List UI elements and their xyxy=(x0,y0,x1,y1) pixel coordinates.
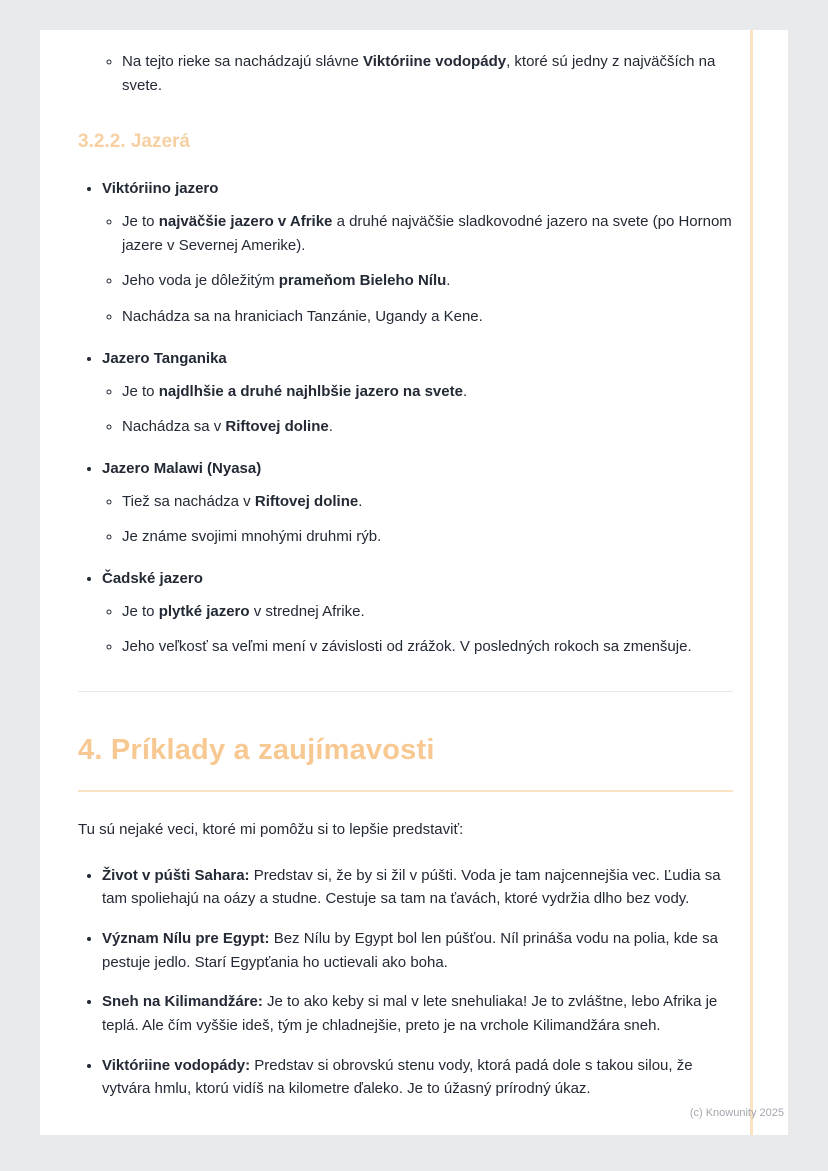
list-item-text: Význam Nílu pre Egypt: Bez Nílu by Egypt bol len púšťou. Níl prináša vodu na polia, kde sa pestuje jedlo. Starí Egypťania ho uctievali ako boha. xyxy=(102,929,718,971)
list-item xyxy=(122,415,733,439)
list-item xyxy=(122,210,733,257)
list-item xyxy=(102,457,733,549)
list-item-text: Je to najväčšie jazero v Afrike a druhé najväčšie sladkovodné jazero na svete (po Hornom jazere v Severnej Amerike). xyxy=(122,213,732,254)
footer-copyright: (c) Knowunity 2025 xyxy=(689,1107,784,1119)
section-heading-jazera: 3.2.2. Jazerá xyxy=(78,131,190,153)
list-item-text: Je to najdlhšie a druhé najhlbšie jazero na svete. xyxy=(122,382,468,400)
section-heading-priklady: 4. Príklady a zaujímavosti xyxy=(78,728,733,792)
intro-paragraph: Tu sú nejaké veci, ktoré mi pomôžu si to lepšie predstaviť: xyxy=(78,820,464,838)
list-item xyxy=(122,269,733,293)
list-item xyxy=(122,50,733,97)
lakes-list xyxy=(78,177,733,659)
lake-item-title: Jazero Malawi (Nyasa) xyxy=(102,459,262,477)
list-item-text: Nachádza sa na hraniciach Tanzánie, Ugandy a Kene. xyxy=(122,308,483,326)
lake-item-title: Čadské jazero xyxy=(102,569,203,587)
continuation-list xyxy=(78,50,733,97)
list-item xyxy=(122,380,733,404)
list-item-text: Na tejto rieke sa nachádzajú slávne Viktóriine vodopády, ktoré sú jedny z najväčších na svete. xyxy=(122,53,716,94)
lake-sub-list xyxy=(102,210,733,329)
list-item xyxy=(102,1054,733,1101)
list-item xyxy=(102,567,733,659)
document-page xyxy=(40,30,788,1135)
list-item xyxy=(122,490,733,514)
list-item-text: Je známe svojimi mnohými druhmi rýb. xyxy=(122,528,382,546)
list-item-text: Sneh na Kilimandžáre: Je to ako keby si mal v lete snehuliaka! Je to zvláštne, lebo Afrika je teplá. Ale čím vyššie ideš, tým je chladnejšie, preto je na vrchole Kilimandžára sneh. xyxy=(102,993,718,1034)
list-item-text: Tiež sa nachádza v Riftovej doline. xyxy=(122,492,363,510)
list-item xyxy=(102,927,733,974)
list-item-text: Jeho veľkosť sa veľmi mení v závislosti od zrážok. V posledných rokoch sa zmenšuje. xyxy=(122,638,692,656)
lake-sub-list xyxy=(102,380,733,439)
list-item xyxy=(122,305,733,329)
list-item xyxy=(122,525,733,549)
lake-item-title: Viktóriino jazero xyxy=(102,180,219,198)
list-item xyxy=(102,347,733,439)
lake-sub-list xyxy=(102,490,733,549)
list-item-text: Jeho voda je dôležitým prameňom Bieleho Nílu. xyxy=(122,272,451,290)
list-item-text: Viktóriine vodopády: Predstav si obrovskú stenu vody, ktorá padá dole s takou silou, že vytvára hmlu, ktorú vidíš na kilometre ďaleko. Je to úžasný prírodný úkaz. xyxy=(102,1056,693,1098)
lake-item-title: Jazero Tanganika xyxy=(102,349,227,367)
list-item xyxy=(102,990,733,1037)
list-item xyxy=(102,177,733,328)
document-content xyxy=(40,30,788,1101)
list-item xyxy=(122,635,733,659)
lake-sub-list xyxy=(102,600,733,659)
list-item-text: Je to plytké jazero v strednej Afrike. xyxy=(122,602,365,620)
list-item xyxy=(102,864,733,911)
list-item-text: Život v púšti Sahara: Predstav si, že by si žil v púšti. Voda je tam najcennejšia vec. Ľudia sa tam spoliehajú na oázy a studne. Cestuje sa tam na ťavách, ktoré vydržia dlho bez vody. xyxy=(102,866,721,908)
examples-list xyxy=(78,864,733,1102)
list-item xyxy=(122,600,733,624)
section-divider xyxy=(78,691,733,692)
list-item-text: Nachádza sa v Riftovej doline. xyxy=(122,418,333,436)
